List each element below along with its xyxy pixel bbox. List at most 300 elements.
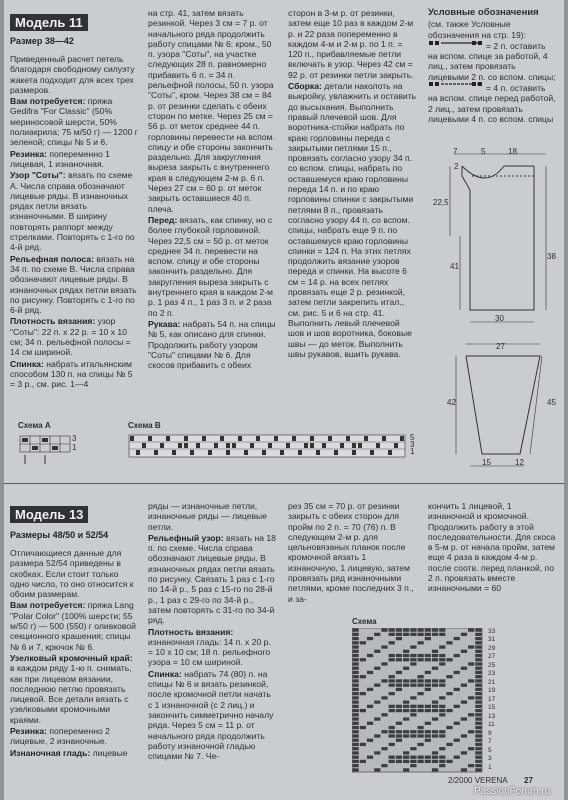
scheme-cell bbox=[353, 629, 359, 632]
scheme-cell bbox=[389, 692, 395, 695]
scheme-cell bbox=[403, 709, 409, 712]
scheme-cell bbox=[432, 705, 438, 708]
magazine-page bbox=[4, 0, 564, 800]
scheme-cell bbox=[432, 751, 438, 754]
scheme-cell bbox=[410, 658, 416, 661]
m13-relief-text: вязать на 18 п. по схеме. Числа справа обозначают лицевые ряды. В изнаночных рядах петли вязать по рисунку. Связать 1 раз с 1-го по 14-й р., 5 раз с 15-го по 28-й р., 1 раз с 29-го по 34-й р., затем повторять с 31-го по 34-й ряд. bbox=[148, 532, 276, 626]
assembly-text: детали наколоть на выкройку, увлажнить и оставить до высыхания. Выполнить правый плечевой шов. Для воротника-стойки набрать по краю горловины переда с закрытыми петлями 15 п., провязать согласно узору 34 п. со вспом. спицы, набрать по оставшемуся краю горловины переда 14 п. и по краю горловины спинки с закрытыми петлями 8 п., провязать согласно узору 44 п. со вспом. спицы, набрать еще 9 п. по оставшемуся краю горловины спинки = 124 п. На этих петлях продолжить вязание узоров переда и спинки. На высоте 6 см = 14 р. на всех петлях провязать еще 2 р. резинкой, затем петли закрепить итал., см. рис. 5 и 6 на стр. 41. Выполнить левый плечевой шов и шов воротника, боковые швы — до меток. Выполнить швы рукавов, вшить рукава. bbox=[288, 81, 417, 359]
scheme-b-cell bbox=[316, 450, 320, 455]
scheme-cell bbox=[432, 667, 438, 670]
scheme-cell bbox=[425, 658, 431, 661]
scheme-b-cell bbox=[184, 436, 188, 441]
scheme-b-label: Схема В bbox=[128, 421, 161, 430]
scheme-cell bbox=[410, 696, 416, 699]
scheme-cell bbox=[418, 629, 424, 632]
scheme-b-cell bbox=[400, 436, 404, 441]
scheme-cell bbox=[410, 705, 416, 708]
scheme-cell bbox=[353, 662, 359, 665]
scheme-b-cell bbox=[370, 450, 374, 455]
cable-symbol-2-icon bbox=[428, 79, 484, 89]
scheme-cell bbox=[439, 730, 445, 733]
scheme-cell bbox=[418, 709, 424, 712]
scheme-cell bbox=[396, 654, 402, 657]
m13-materials-heading: Вам потребуется: bbox=[10, 600, 86, 611]
scheme-b-cell bbox=[280, 450, 284, 455]
scheme-cell bbox=[439, 760, 445, 763]
scheme-cell bbox=[475, 637, 481, 640]
scheme-b-cell bbox=[160, 443, 164, 448]
scheme-cell bbox=[418, 654, 424, 657]
scheme-cell bbox=[367, 671, 373, 674]
scheme-cell bbox=[403, 756, 409, 759]
scheme-cell bbox=[353, 684, 359, 687]
scheme-cell bbox=[353, 709, 359, 712]
scheme-cell bbox=[381, 662, 387, 665]
scheme-cell bbox=[439, 696, 445, 699]
body-dim-f: 38 bbox=[547, 252, 556, 261]
scheme-cell bbox=[396, 705, 402, 708]
scheme-cell bbox=[374, 650, 380, 653]
scheme-cell bbox=[367, 637, 373, 640]
m13-purl-heading: Изнаночная гладь: bbox=[10, 747, 91, 758]
scheme-b-cell bbox=[310, 436, 314, 441]
scheme-cell bbox=[418, 675, 424, 678]
scheme-cell bbox=[403, 679, 409, 682]
scheme-cell bbox=[353, 743, 359, 746]
scheme-cell bbox=[432, 734, 438, 737]
scheme-cell bbox=[396, 734, 402, 737]
scheme-cell bbox=[353, 679, 359, 682]
scheme-cell bbox=[425, 629, 431, 632]
sleeve-dim-e: 12 bbox=[515, 458, 524, 467]
model13-intro: Отличающиеся данные для размера 52/54 приведены в скобках. Если стоит только одно число, то оно относится к обоим размерам. bbox=[10, 548, 134, 600]
scheme-b-cell bbox=[208, 450, 212, 455]
scheme-b-cell bbox=[346, 436, 350, 441]
scheme-row-number: 1 bbox=[488, 763, 492, 771]
scheme-cell bbox=[432, 756, 438, 759]
scheme-cell bbox=[475, 701, 481, 704]
density-heading: Плотность вязания: bbox=[10, 316, 96, 327]
scheme-cell bbox=[389, 679, 395, 682]
scheme-cell bbox=[432, 658, 438, 661]
scheme-cell bbox=[468, 662, 474, 665]
scheme-cell bbox=[425, 633, 431, 636]
m13-relief-heading: Рельефный узор: bbox=[148, 532, 224, 543]
scheme-cell bbox=[454, 722, 460, 725]
scheme-cell bbox=[353, 713, 359, 716]
m13-back-text: набрать 74 (80) п. на спицы № 6 и вязать резинкой, после кромочной петли начать с 1 изнаночной (с 2 лиц.) и закончить симметрично началу ряда. Через 5 см = 11 р. от начального ряда продолжить работу изнаночной гладью спицами № 7. Че- bbox=[148, 668, 274, 762]
scheme-cell bbox=[425, 684, 431, 687]
scheme-cell bbox=[410, 760, 416, 763]
scheme-a-row-3: 3 bbox=[72, 434, 77, 443]
scheme-cell bbox=[468, 730, 474, 733]
legend-title: Условные обозначения bbox=[428, 7, 539, 18]
scheme-cell bbox=[403, 633, 409, 636]
scheme-cell bbox=[353, 637, 359, 640]
model13-column-3 bbox=[288, 501, 416, 605]
legend-item-2-text: = 4 п. оставить на вспом. спице перед работой, 2 лиц., затем провязать лицевыми 4 п. со вспом. спицы bbox=[428, 83, 556, 124]
scheme-cell bbox=[475, 705, 481, 708]
scheme-cell bbox=[403, 734, 409, 737]
scheme-cell bbox=[389, 709, 395, 712]
scheme-cell bbox=[432, 650, 438, 653]
scheme-cell bbox=[353, 654, 359, 657]
cable-symbol-1-icon bbox=[428, 38, 484, 48]
model11-intro: Приведенный расчет петель благодаря свободному силуэту жакета подходит для всех трех размеров. bbox=[10, 54, 135, 95]
scheme-cell bbox=[454, 705, 460, 708]
model13-column-1 bbox=[10, 548, 138, 759]
scheme-cell bbox=[410, 730, 416, 733]
scheme-cell bbox=[475, 768, 481, 771]
scheme-cell bbox=[425, 671, 431, 674]
scheme-cell bbox=[475, 739, 481, 742]
scheme-cell bbox=[360, 760, 366, 763]
scheme-cell bbox=[381, 629, 387, 632]
scheme-b-cell bbox=[388, 450, 392, 455]
scheme-cell bbox=[432, 760, 438, 763]
scheme-cell bbox=[374, 734, 380, 737]
scheme-cell bbox=[475, 688, 481, 691]
scheme-row-number: 11 bbox=[488, 721, 495, 729]
scheme-b-cell bbox=[196, 443, 200, 448]
scheme-cell bbox=[353, 730, 359, 733]
scheme-cell bbox=[475, 722, 481, 725]
m13-purl-text: лицевые bbox=[92, 747, 128, 758]
scheme-cell bbox=[425, 709, 431, 712]
scheme-cell bbox=[468, 629, 474, 632]
scheme-b-cell bbox=[310, 443, 314, 448]
scheme-cell bbox=[418, 633, 424, 636]
scheme-cell bbox=[353, 645, 359, 648]
scheme-cell bbox=[396, 629, 402, 632]
footer-brand: 2/2000 VERENA bbox=[448, 776, 508, 785]
scheme-cell bbox=[403, 751, 409, 754]
m13-back-continued: рез 35 см = 70 р. от резинки закрыть с обеих сторон для пройм по 2 п. = 70 (76) п. В следующем 2-м р. для цельновязаных планок после кромочной вязать 1 изнаночную, 1 лицевую, затем провязать ряд изнаночными петлями, кроме последних 3 п., и за- bbox=[288, 501, 414, 604]
scheme-cell bbox=[360, 675, 366, 678]
scheme-cell bbox=[425, 679, 431, 682]
legend-item-2 bbox=[428, 83, 556, 124]
scheme-cell bbox=[353, 633, 359, 636]
scheme-cell bbox=[353, 734, 359, 737]
scheme-cell bbox=[439, 705, 445, 708]
rib-text: попеременно 1 лицевая, 1 изнаночная. bbox=[10, 148, 110, 169]
scheme-cell bbox=[396, 688, 402, 691]
scheme-cell bbox=[432, 730, 438, 733]
scheme-cell bbox=[410, 709, 416, 712]
scheme-cell bbox=[396, 730, 402, 733]
scheme-cell bbox=[389, 726, 395, 729]
scheme-cell bbox=[403, 701, 409, 704]
scheme-cell bbox=[389, 705, 395, 708]
scheme-cell bbox=[396, 684, 402, 687]
m13-edge-heading: Узелковый кромочный край: bbox=[10, 652, 133, 663]
scheme-cell bbox=[396, 760, 402, 763]
scheme-b-cell bbox=[304, 443, 308, 448]
model11-column-2 bbox=[148, 8, 278, 371]
scheme-b-cell bbox=[226, 450, 230, 455]
scheme-row-number: 17 bbox=[488, 695, 496, 703]
soty-text: вязать по схеме А. Числа справа обозначают лицевые ряды. В изнаночных рядах петли вязать изнаночными. В ширину повторять раппорт между стрелками. Повторять с 1-го по 4-й ряд. bbox=[10, 170, 135, 253]
scheme-cell bbox=[389, 629, 395, 632]
scheme-cell bbox=[461, 650, 467, 653]
scheme-cell bbox=[353, 760, 359, 763]
scheme-b-cell bbox=[298, 450, 302, 455]
scheme-b-cell bbox=[394, 443, 398, 448]
scheme-cell bbox=[432, 679, 438, 682]
scheme-cell bbox=[396, 756, 402, 759]
scheme-cell bbox=[425, 756, 431, 759]
scheme-cell bbox=[475, 671, 481, 674]
body-dim-e: 22,5 bbox=[433, 198, 449, 207]
rib-heading: Резинка: bbox=[10, 148, 47, 159]
scheme-cell bbox=[418, 756, 424, 759]
scheme-cell bbox=[360, 641, 366, 644]
body-dim-a: 7 bbox=[453, 147, 458, 156]
body-dim-c: 18 bbox=[508, 147, 517, 156]
scheme-cell bbox=[403, 684, 409, 687]
scheme-b-cell bbox=[376, 443, 380, 448]
scheme-b-cell bbox=[382, 436, 386, 441]
scheme-b-cell bbox=[238, 436, 242, 441]
scheme-cell bbox=[389, 675, 395, 678]
scheme-cell bbox=[381, 679, 387, 682]
back-heading: Спинка: bbox=[10, 358, 44, 369]
scheme-a-label: Схема А bbox=[18, 421, 51, 430]
scheme-row-number: 31 bbox=[488, 636, 496, 644]
sleeve-dim-c: 45 bbox=[547, 398, 556, 407]
scheme-cell bbox=[439, 709, 445, 712]
scheme-b-cell bbox=[142, 443, 146, 448]
scheme-cell bbox=[353, 701, 359, 704]
scheme-cell bbox=[374, 701, 380, 704]
model13-column-4 bbox=[428, 501, 556, 595]
scheme-b-cell bbox=[190, 450, 194, 455]
scheme-b-cell bbox=[136, 450, 140, 455]
scheme-cell bbox=[396, 722, 402, 725]
scheme-cell bbox=[410, 747, 416, 750]
scheme-cell bbox=[381, 713, 387, 716]
scheme-cell bbox=[353, 751, 359, 754]
scheme-cell bbox=[360, 658, 366, 661]
scheme-cell bbox=[353, 650, 359, 653]
scheme-b-cell bbox=[148, 436, 152, 441]
scheme-cell bbox=[425, 637, 431, 640]
scheme-cell bbox=[439, 658, 445, 661]
scheme-row-number: 3 bbox=[488, 755, 492, 763]
model11-column-3 bbox=[288, 8, 418, 360]
scheme-cell bbox=[454, 671, 460, 674]
scheme-cell bbox=[353, 688, 359, 691]
scheme-cell bbox=[410, 645, 416, 648]
scheme-b-cell bbox=[340, 443, 344, 448]
scheme-cell bbox=[446, 658, 452, 661]
sleeve-dim-a: 27 bbox=[496, 342, 505, 351]
scheme-cell bbox=[389, 743, 395, 746]
scheme-b-cell bbox=[352, 443, 356, 448]
scheme-cell bbox=[425, 730, 431, 733]
m13-armhole-text: кончить 1 лицевой, 1 изнаночной и кромочной. Продолжить работу в этой последовательности. Для скоса в 5-м р. от начала пройм, затем еще 4 раза в каждом 4-м р. после соотв. перед планкой, по 2 п. провязать вместе изнаночными = 60 bbox=[428, 501, 556, 594]
m13-purl-continued: ряды — изнаночные петли, изнаночные ряды — лицевые петли. bbox=[148, 501, 268, 532]
sleeves-text: набрать 54 п. на спицы № 5, как описано для спинки. Продолжить работу узором "Соты" спицами № 6. Для скосов прибавить с обеих bbox=[148, 318, 276, 371]
scheme-cell bbox=[475, 650, 481, 653]
scheme-cell bbox=[353, 739, 359, 742]
scheme-cell bbox=[475, 629, 481, 632]
scheme-b-cell bbox=[214, 443, 218, 448]
model13-sizes: Размеры 48/50 и 52/54 bbox=[10, 530, 109, 540]
legend bbox=[428, 8, 556, 125]
scheme-cell bbox=[475, 734, 481, 737]
sleeve-dim-d: 15 bbox=[482, 458, 491, 467]
scheme-cell bbox=[475, 684, 481, 687]
model11-size: Размер 38—42 bbox=[10, 36, 74, 46]
scheme-cell bbox=[396, 633, 402, 636]
scheme-b-cell bbox=[322, 443, 326, 448]
scheme-cell bbox=[389, 756, 395, 759]
scheme-cell bbox=[410, 756, 416, 759]
scheme-cell bbox=[475, 751, 481, 754]
scheme-cell bbox=[468, 764, 474, 767]
materials-heading: Вам потребуется: bbox=[10, 96, 86, 107]
body-dim-h: 30 bbox=[495, 314, 504, 323]
m13-back-heading: Спинка: bbox=[148, 668, 182, 679]
scheme-cell bbox=[454, 688, 460, 691]
scheme-cell bbox=[418, 760, 424, 763]
scheme-b-cell bbox=[262, 450, 266, 455]
scheme-cell bbox=[396, 739, 402, 742]
scheme-b-cell bbox=[268, 443, 272, 448]
scheme-b-cell bbox=[226, 443, 230, 448]
scheme-cell bbox=[425, 722, 431, 725]
scheme-b-cell bbox=[184, 443, 188, 448]
scheme-b-cell bbox=[274, 436, 278, 441]
back-text: набрать итальянским способом 130 п. на спицы № 5 = 3 р., см. рис. 1—4 bbox=[10, 358, 133, 390]
scheme-cell bbox=[381, 645, 387, 648]
scheme-row-number: 9 bbox=[488, 729, 492, 737]
scheme-cell bbox=[360, 726, 366, 729]
m13-density-text: изнаночная гладь: 14 п. х 20 р. = 10 х 10 см; 18 п. рельефного узора = 10 см шириной. bbox=[148, 636, 271, 668]
scheme-cell bbox=[353, 705, 359, 708]
scheme-cell bbox=[418, 658, 424, 661]
scheme-cell bbox=[432, 701, 438, 704]
relief-heading: Рельефная полоса: bbox=[10, 253, 94, 264]
scheme-cell bbox=[446, 760, 452, 763]
scheme-cell bbox=[403, 768, 409, 771]
scheme-cell bbox=[381, 696, 387, 699]
scheme-b-cell bbox=[244, 450, 248, 455]
body-dim-b: 5 bbox=[481, 147, 486, 156]
scheme-cell bbox=[439, 633, 445, 636]
legend-reference: (см. также Условные обозначения на стр. 19): bbox=[428, 19, 527, 40]
scheme-cell bbox=[367, 722, 373, 725]
scheme-b-cell bbox=[334, 450, 338, 455]
scheme-cell bbox=[432, 629, 438, 632]
scheme-cell bbox=[353, 747, 359, 750]
scheme-cell bbox=[461, 717, 467, 720]
scheme-cell bbox=[468, 645, 474, 648]
scheme-cell bbox=[461, 667, 467, 670]
scheme-cell bbox=[432, 709, 438, 712]
scheme-cell bbox=[475, 658, 481, 661]
scheme-cell bbox=[475, 726, 481, 729]
scheme-cell bbox=[425, 734, 431, 737]
scheme-cell bbox=[410, 654, 416, 657]
scheme-cell bbox=[475, 692, 481, 695]
scheme-b-cell bbox=[328, 436, 332, 441]
scheme-cell bbox=[381, 764, 387, 767]
materials-text: пряжа Gedifra "For Classic" (50% мериносовой шерсти, 50% полиакрила; 75 м/50 г) — 1200 г зеленой; спицы № 5 и 6. bbox=[10, 96, 138, 148]
scheme-row-number: 21 bbox=[488, 678, 496, 686]
scheme-cell bbox=[396, 658, 402, 661]
scheme-cell bbox=[410, 679, 416, 682]
scheme-cell bbox=[432, 684, 438, 687]
scheme-cell bbox=[403, 705, 409, 708]
scheme-cell bbox=[446, 726, 452, 729]
scheme-cell bbox=[475, 756, 481, 759]
scheme-b-cell bbox=[256, 436, 260, 441]
scheme-b-cell bbox=[250, 443, 254, 448]
scheme-cell bbox=[461, 768, 467, 771]
scheme-b-cell bbox=[172, 450, 176, 455]
scheme-cell bbox=[353, 692, 359, 695]
scheme-b-row-5: 5 bbox=[410, 433, 415, 442]
scheme-b-cell bbox=[352, 450, 356, 455]
m13-rib-heading: Резинка: bbox=[10, 726, 47, 737]
scheme-cell bbox=[475, 654, 481, 657]
scheme-grid bbox=[352, 628, 484, 774]
scheme-b-cell bbox=[232, 443, 236, 448]
scheme-b-cell bbox=[178, 443, 182, 448]
scheme-cell bbox=[389, 760, 395, 763]
scheme-cell bbox=[389, 658, 395, 661]
scheme-cell bbox=[410, 734, 416, 737]
scheme-cell bbox=[439, 654, 445, 657]
scheme-b-cell bbox=[364, 436, 368, 441]
scheme-row-number: 5 bbox=[488, 746, 492, 754]
scheme-cell bbox=[446, 675, 452, 678]
scheme-cell bbox=[396, 709, 402, 712]
scheme-b-row-3: 3 bbox=[410, 440, 415, 449]
density-text: узор "Соты": 22 п. х 22 р. = 10 х 10 см; 34 п. рельефной полосы = 14 см шириной. bbox=[10, 316, 131, 358]
scheme-cell bbox=[461, 701, 467, 704]
scheme-cell bbox=[381, 747, 387, 750]
model13-column-2 bbox=[148, 501, 276, 762]
scheme-label: Схема bbox=[352, 617, 377, 626]
body-dim-g: 41 bbox=[450, 262, 459, 271]
scheme-row-number: 33 bbox=[488, 628, 496, 635]
scheme-cell bbox=[454, 637, 460, 640]
scheme-cell bbox=[475, 633, 481, 636]
scheme-cell bbox=[461, 734, 467, 737]
scheme-cell bbox=[410, 629, 416, 632]
scheme-cell bbox=[374, 717, 380, 720]
scheme-cell bbox=[425, 739, 431, 742]
scheme-cell bbox=[360, 709, 366, 712]
model11-title: Модель 11 bbox=[10, 14, 88, 31]
scheme-cell bbox=[418, 692, 424, 695]
front-heading: Перед: bbox=[148, 214, 178, 225]
scheme-row-number: 25 bbox=[488, 661, 496, 669]
scheme-cell bbox=[396, 637, 402, 640]
scheme-cell bbox=[461, 684, 467, 687]
scheme-b-cell bbox=[358, 443, 362, 448]
scheme-cell bbox=[454, 654, 460, 657]
scheme-cell bbox=[475, 730, 481, 733]
scheme-cell bbox=[389, 734, 395, 737]
scheme-cell bbox=[403, 650, 409, 653]
scheme-cell bbox=[418, 679, 424, 682]
scheme-cell bbox=[403, 658, 409, 661]
scheme-cell bbox=[425, 760, 431, 763]
